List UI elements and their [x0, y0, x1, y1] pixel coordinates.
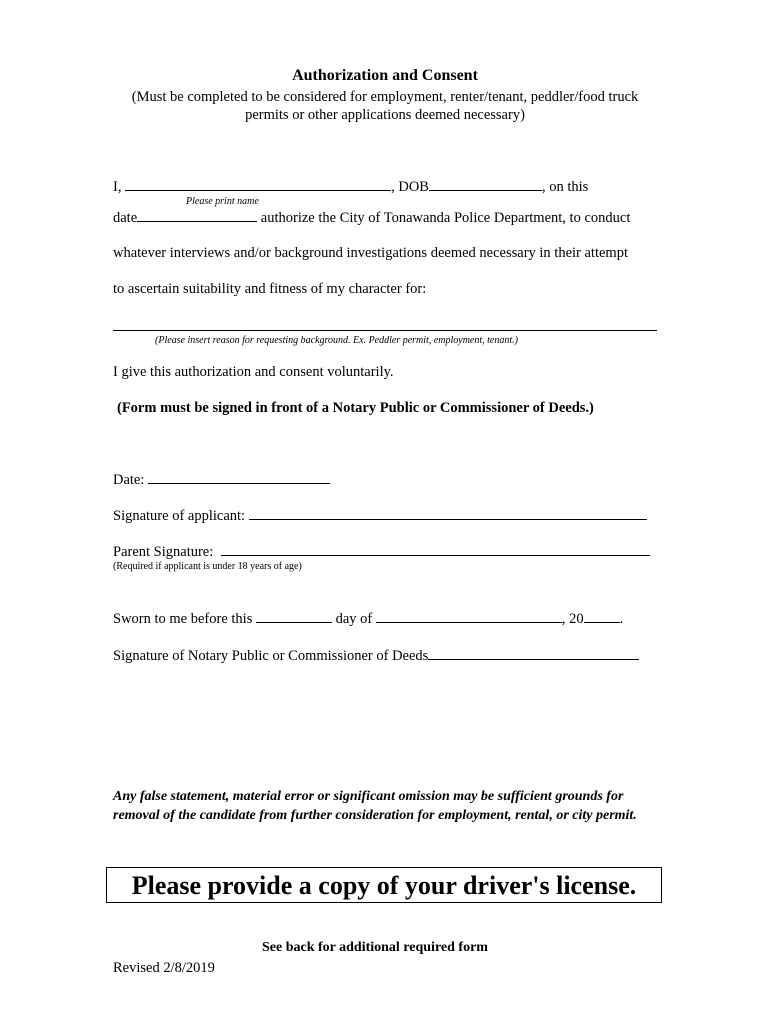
date-field[interactable] — [148, 470, 330, 484]
see-back-notice: See back for additional required form — [262, 940, 488, 955]
reason-field[interactable] — [113, 330, 657, 331]
parent-signature-note: (Required if applicant is under 18 years of age) — [113, 561, 302, 572]
sworn-row — [113, 609, 623, 628]
on-this-label: , on this — [541, 179, 589, 195]
notary-notice: (Form must be signed in front of a Notary Public or Commissioner of Deeds.) — [117, 400, 594, 416]
sworn-period: . — [619, 611, 624, 627]
drivers-license-notice: Please provide a copy of your driver's license. — [106, 867, 662, 903]
parent-signature-row — [113, 542, 650, 561]
reason-hint: (Please insert reason for requesting background. Ex. Peddler permit, employment, tenant.) — [155, 335, 518, 346]
false-statement-warning: Any false statement, material error or significant omission may be sufficient grounds for removal of the candidate from further consideration for employment, rental, or city permit. — [113, 789, 637, 823]
revision-date: Revised 2/8/2019 — [113, 960, 215, 976]
sworn-prefix: Sworn to me before this — [113, 611, 253, 627]
consent-date-field[interactable] — [137, 208, 257, 222]
sworn-year-field[interactable] — [584, 609, 620, 623]
applicant-signature-label: Signature of applicant: — [113, 508, 246, 524]
date-row — [113, 470, 330, 489]
notary-signature-row — [113, 646, 639, 665]
applicant-name-field[interactable] — [125, 177, 391, 191]
sworn-year-prefix: , 20 — [561, 611, 584, 627]
consent-date-line — [113, 208, 630, 227]
consent-name-line — [113, 177, 588, 196]
consent-i-prefix: I, — [113, 179, 122, 195]
sworn-month-field[interactable] — [376, 609, 562, 623]
consent-line-3: to ascertain suitability and fitness of my character for: — [113, 281, 427, 297]
print-name-hint: Please print name — [186, 196, 259, 207]
dob-field[interactable] — [429, 177, 542, 191]
date-label: Date: — [113, 472, 145, 488]
dob-label: , DOB — [391, 179, 429, 195]
sworn-day-field[interactable] — [256, 609, 332, 623]
form-subtitle-line1: (Must be completed to be considered for employment, renter/tenant, peddler/food truck — [131, 89, 639, 105]
form-title: Authorization and Consent — [292, 67, 478, 84]
notary-signature-field[interactable] — [428, 646, 639, 660]
form-subtitle-line2: permits or other applications deemed necessary) — [245, 107, 525, 123]
parent-signature-label: Parent Signature: — [113, 544, 214, 560]
authorize-text: authorize the City of Tonawanda Police Department, to conduct — [260, 210, 631, 226]
applicant-signature-field[interactable] — [249, 506, 647, 520]
parent-signature-field[interactable] — [221, 542, 650, 556]
consent-line-2: whatever interviews and/or background investigations deemed necessary in their attempt — [113, 245, 628, 261]
applicant-signature-row — [113, 506, 647, 525]
sworn-day-of: day of — [335, 611, 373, 627]
date-inline-label: date — [113, 210, 138, 226]
notary-signature-label: Signature of Notary Public or Commissioner of Deeds — [113, 648, 429, 664]
voluntary-statement: I give this authorization and consent voluntarily. — [113, 364, 394, 380]
